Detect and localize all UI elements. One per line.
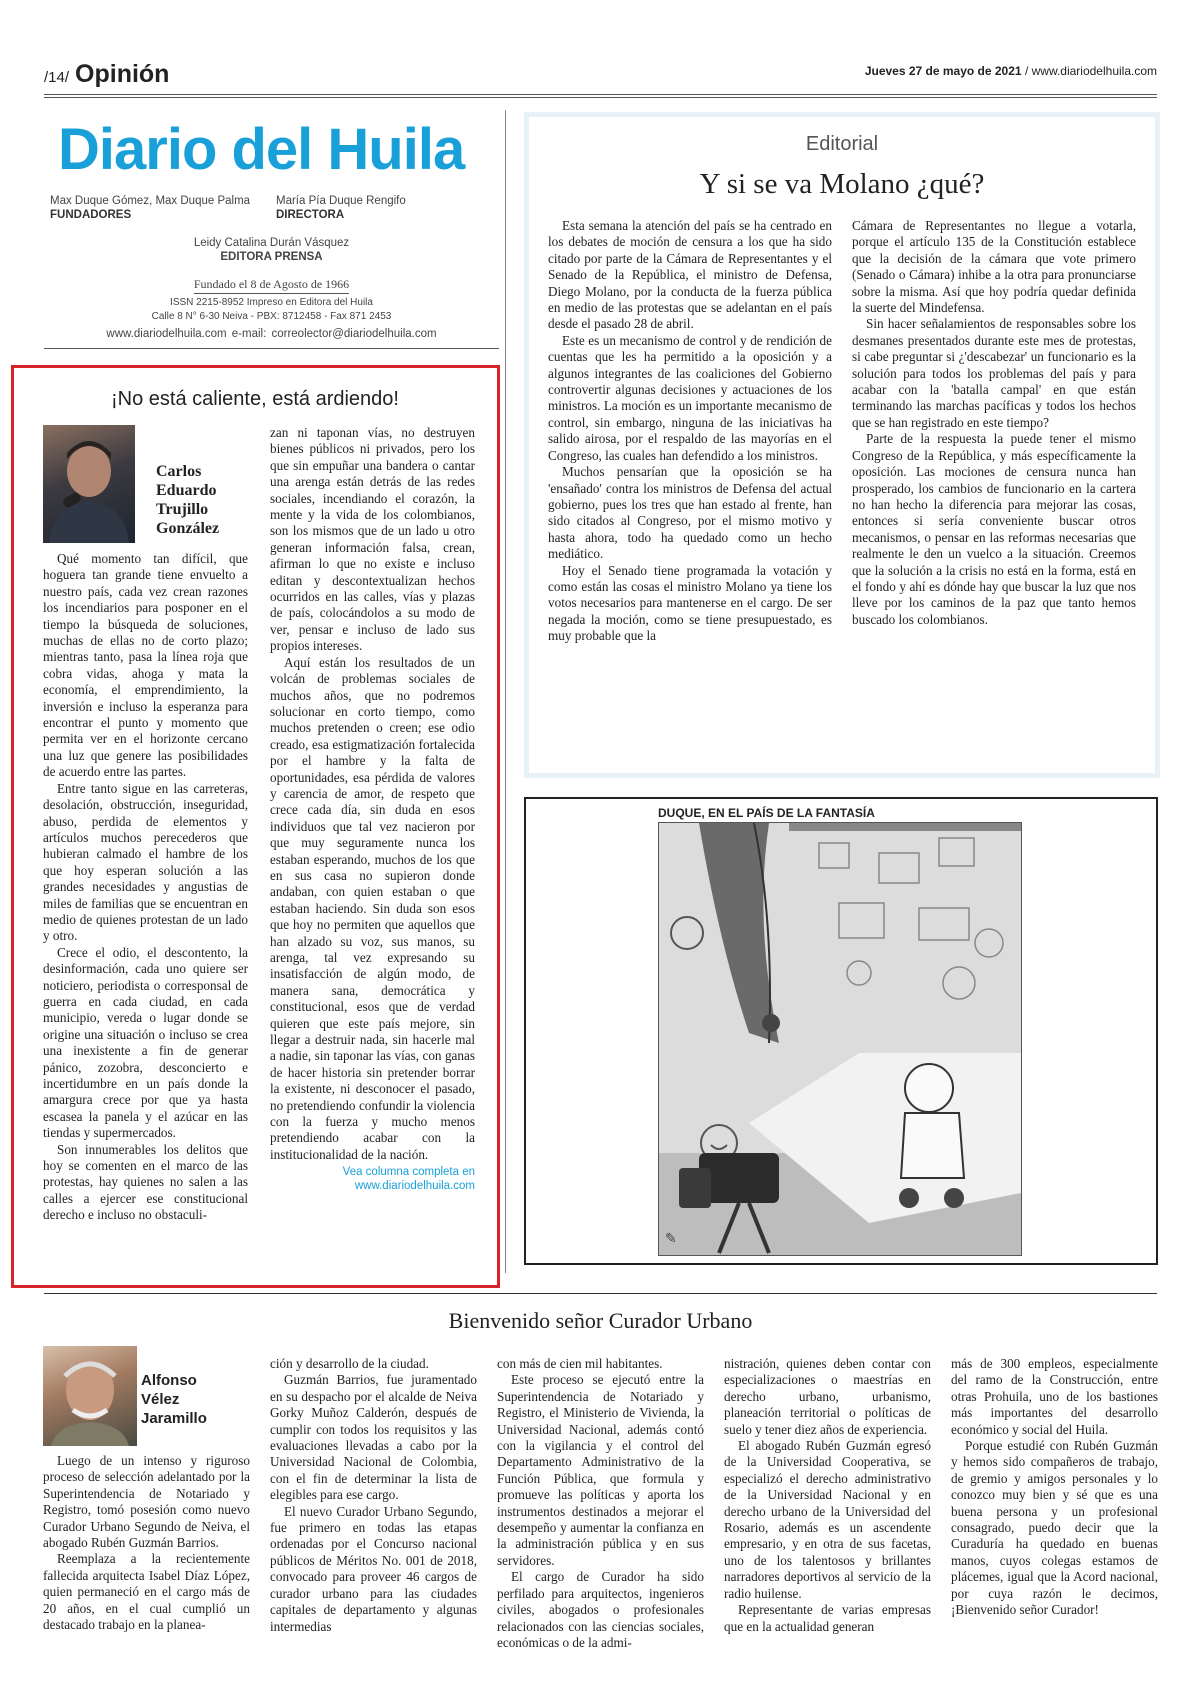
author-name (156, 462, 266, 538)
cartoon-illustration (658, 822, 1022, 1256)
paragraph: nistración, quienes deben contar con especializaciones o maestrías en derecho urbano, urbanismo, planeación territorial o políticas de suelo y tener diez años de experiencia. (724, 1356, 931, 1437)
paragraph: más de 300 empleos, especialmente del ramo de la Construcción, entre otras Prohuila, uno de los bastiones más importantes del desarrollo económico y social del Huila. (951, 1356, 1158, 1437)
paragraph: Muchos pensarían que la oposición se ha 'ensañado' contra los ministros de Defensa del actual gobierno, pues los tres que han estado al frente, han sido citados al Congreso, por el mismo motivo y hasta ahora, todo ha quedado como un hecho mediático. (548, 464, 832, 562)
section-title: Opinión (75, 60, 170, 88)
editorial-text-a (548, 218, 832, 645)
paragraph: zan ni taponan vías, no destruyen bienes públicos ni privados, pero los que sin empuñar una bandera o cantar una arenga están detrás de las redes sociales, incendiando el corazón, la mente y la vida de los colombianos, son los mismos que de un lado u otro generan información falsa, crean, afirman lo que no existe e incluso editan y descontextualizan hechos ocurridos en las calles, vías y plazas de país, colocándolos a su modo de ver, pensar e incluso de lado sus propios intereses. (270, 425, 475, 654)
editorial-text-b (852, 218, 1136, 628)
section-rule (44, 1293, 1157, 1294)
paragraph: Hoy el Senado tiene programada la votación y como están las cosas el ministro Molano ya tiene los votos necesarios para mantenerse en el cargo. De ser negada la moción, como se tiene presupuestado, es muy probable que la (548, 562, 832, 644)
paragraph: Aquí están los resultados de un volcán de problemas sociales de muchos años, que no podremos solucionar en corto tiempo, como muchos pretenden o creen; ese odio creado, esa estigmatización fortalecida por el hambre y la falta de oportunidades, esa pérdida de valores y carencia de amor, de respeto que crece cada día, sin duda en esos individuos que tal vez nacieron por que muy seguramente nunca los estaban esperando, muchos de los que en sus casa no supieron donde andaban, con quien estaban o que estaban haciendo. Sin duda son esos que hoy no permiten que aquellos que han alzado su voz, sus manos, su arenga, tal vez expresando su insatisfacción de algún modo, de manera sana, democrática y constitucional, esos que de verdad quieren que este país mejore, sin llegar a destruir nada, sin hacerle mal a nadie, sin taponar las vías, con ganas de hacer historia sin pretender borrar la existente, ni desconocer el pasado, no pretendiendo confundir la violencia con la fuerza y mucho menos pretendiendo acabar con la institucionalidad de la nación. (270, 654, 475, 1162)
author-name-part: Vélez (141, 1391, 180, 1408)
masthead-rule (44, 348, 499, 349)
paragraph: El cargo de Curador ha sido perfilado para arquitectos, ingenieros civiles, abogados o profesionales relacionados con las ciencias sociales, económicas o de la admi- (497, 1569, 704, 1650)
website-link[interactable]: / www.diariodelhuila.com (1024, 64, 1157, 78)
director-block (276, 195, 496, 221)
full-column-link[interactable] (270, 1165, 475, 1193)
author-name-part: Trujillo (156, 501, 209, 518)
paragraph: Representante de varias empresas que en la actualidad generan (724, 1602, 931, 1634)
column2-text-b (270, 1356, 477, 1635)
author-name-part: Jaramillo (141, 1410, 207, 1427)
staff-row (44, 195, 499, 221)
page-header (44, 60, 169, 89)
founders-role: FUNDADORES (50, 209, 132, 221)
editor-block (44, 237, 499, 340)
paragraph: Luego de un intenso y riguroso proceso de selección adelantado por la Superintendencia de Notariado y Registro, tomó posesión como nuevo Curador Urbano Segundo de Neiva, el abogado Rubén Guzmán Barrios. (43, 1453, 250, 1551)
paragraph: Qué momento tan difícil, que hoguera tan grande tiene envuelto a nuestro país, cada vez crean razones los incendiarios para posponer en el tiempo la búsqueda de soluciones, muchas de ellas no de corto plazo; mientras tanto, pasa la línea roja que cobra vidas, ahoga y mata la economía, el emprendimiento, la inversión e incluso la esperanza para encontrar el punto y momento que permita ver en el horizonte cercano una luz que genere las posibilidades de acuerdo entre las partes. (43, 551, 248, 780)
paragraph: Entre tanto sigue en las carreteras, desolación, obstrucción, inseguridad, abuso, perdida de elementos y artículos muchos perecederos que hubieran calmado el hambre de los que hoy esperan solución a las grandes necesidades y angustias de miles de familias que se encuentran en medio de quienes protestan de un lado y otro. (43, 780, 248, 944)
column2-title: Bienvenido señor Curador Urbano (448, 1308, 753, 1333)
column1-text-a (43, 551, 248, 1224)
paragraph: Guzmán Barrios, fue juramentado en su despacho por el alcalde de Neiva Gorky Muñoz Calderón, después de cumplir con todos los requisitos y las evaluaciones llevadas a cabo por la Universidad Nacional de Colombia, con el fin de determinar la lista de elegibles para ese cargo. (270, 1372, 477, 1503)
issue-date: Jueves 27 de mayo de 2021 (864, 64, 1022, 78)
paragraph: ción y desarrollo de la ciudad. (270, 1356, 429, 1371)
paragraph: Reemplaza a la recientemente fallecida arquitecta Isabel Díaz López, quien permaneció en el cargo más de 20 años, en el cual cumplió un destacado trabajo en la planea- (43, 1551, 250, 1633)
author-name-part: Carlos (156, 463, 202, 480)
address-line: Calle 8 N° 6-30 Neiva - PBX: 8712458 - Fax 871 2453 (151, 311, 392, 322)
contact-line[interactable]: www.diariodelhuila.com e-mail: correolector@diariodelhuila.com (106, 328, 437, 340)
author-name-part: González (156, 520, 220, 537)
founders-block (50, 195, 270, 221)
paragraph: Sin hacer señalamientos de responsables sobre los desmanes presentados durante este mes de protestas, si cabe preguntar si ¿'descabezar' un funcionario es la solución para todos los problemas del país y para acabar con la 'batalla campal' en que están terminando las marchas pacíficas y todos los hechos que se han registrado en este tiempo? (852, 316, 1136, 430)
svg-text:✎: ✎ (665, 1231, 677, 1247)
date-line (865, 64, 1157, 78)
director-role: DIRECTORA (276, 209, 345, 221)
founders-names: Max Duque Gómez, Max Duque Palma (50, 195, 251, 207)
paragraph: Este proceso se ejecutó entre la Superintendencia de Notariado y Registro, el Ministerio de Vivienda, la Universidad Nacional, además contó con la vigilancia y el control del Departamento Administrativo de la Función Pública, que formula y promueve las políticas y aporta los instrumentos destinados a mejorar el desempeño y aumentar la confianza en la administración pública y en sus servidores. (497, 1372, 704, 1568)
author-name-part: Alfonso (141, 1372, 197, 1389)
founded-date: Fundado el 8 de Agosto de 1966 (194, 277, 349, 294)
masthead (44, 110, 499, 349)
paragraph: con más de cien mil habitantes. (497, 1356, 663, 1371)
link-text[interactable]: Vea columna completa en (342, 1166, 475, 1179)
column2-text-a (43, 1453, 250, 1633)
editor-name: Leidy Catalina Durán Vásquez (193, 237, 350, 249)
paragraph: Crece el odio, el descontento, la desinformación, cada uno quiere ser noticiero, periodista o corresponsal de guerra en cada ciudad, en cada municipio, vereda o lugar donde se origine una situación o incluso se crea una inexistente a fin de generar pánico, zozobra, desconcierto e incertidumbre en un país donde la amargura crece por que ya hasta escasea la panela y el azúcar en las tiendas y supermercados. (43, 944, 248, 1141)
author2-photo (43, 1346, 137, 1446)
header-rule (44, 94, 1157, 98)
author-name-part: Eduardo (156, 482, 217, 499)
paragraph: Esta semana la atención del país se ha centrado en los debates de moción de censura a los que ha sido citado por parte de la Cámara de Representantes y el Senado de la República, el ministro de Defensa, Diego Molano, por la conducta de la fuerza pública en medio de las protestas que se adelantan en el país desde el pasado 28 de abril. (548, 218, 832, 332)
paragraph: Son innumerables los delitos que hoy se comenten en el marco de las protestas, hay quienes no salen a las calles a ejercer ese constitucional derecho e incluso no obstaculi- (43, 1141, 248, 1223)
author2-name (141, 1371, 241, 1428)
cartoon-title: DUQUE, EN EL PAÍS DE LA FANTASÍA (658, 806, 875, 820)
paragraph: Parte de la respuesta la puede tener el mismo Congreso de la República, y más específicamente la oposición. Las mociones de censura nunca han prosperado, los cambios de funcionario en la cartera no han hecho la diferencia para mejorar las cosas, entonces si sería conveniente buscar otros mecanismos, o pensar en las reformas necesarias que realmente le den un vuelco a la situación. Creemos que la solución a la crisis no está en la forma, está en el fondo y ahí es dónde hay que buscar la luz que nos lleve por los caminos de la paz que tanto hemos buscado los colombianos. (852, 431, 1136, 627)
column1-text-b (270, 425, 475, 1193)
newspaper-logo: Diario del Huila (58, 117, 465, 182)
paragraph: El nuevo Curador Urbano Segundo, fue primero en todas las etapas ordenadas por el Concurso nacional públicos de Méritos No. 001 de 2018, convocado para proveer 46 cargos de curador urbano para las ciudades capitales de departamento y algunas intermedias (270, 1503, 477, 1634)
paragraph: Este es un mecanismo de control y de rendición de cuentas que les ha permitido a la oposición y a algunos integrantes de las coaliciones del Gobierno controvertir algunas decisiones y actuaciones de los ministros. La moción es un importante mecanismo de control, sin embargo, ninguna de las iniciativas ha salido airosa, por el respaldo de las mayorías en el Congreso, las cuales han defendido a los ministros. (548, 332, 832, 463)
author-photo (43, 425, 135, 543)
column2-text-e (951, 1356, 1158, 1619)
column2-text-c (497, 1356, 704, 1651)
issn-line: ISSN 2215-8952 Impreso en Editora del Huila (170, 297, 373, 308)
paragraph: El abogado Rubén Guzmán egresó de la Universidad Cooperativa, se especializó el derecho administrativo de la Universidad Nacional y en derecho urbano de la Universidad del Rosario, además es un ascendente empresario, y en otra de sus facetas, uno de los talentosos y brillantes narradores deportivos al servicio de la radio huilense. (724, 1438, 931, 1601)
editorial-kicker: Editorial (805, 133, 879, 155)
editor-role: EDITORA PRENSA (220, 251, 323, 263)
paragraph: Cámara de Representantes no llegue a votarla, porque el artículo 135 de la Constitución establece que la decisión de la cámara que vote primero (Senado o Cámara) inhibe a la otra para pronunciarse sobre la misma. Así que hoy podría quedar definida la suerte del Mindefensa. (852, 218, 1136, 316)
column-divider (505, 110, 506, 1273)
link-url[interactable]: www.diariodelhuila.com (354, 1180, 475, 1193)
page-number: /14/ (44, 69, 70, 86)
column-title: ¡No está caliente, está ardiendo! (111, 388, 399, 410)
editorial-title: Y si se va Molano ¿qué? (699, 168, 985, 200)
paragraph: Porque estudié con Rubén Guzmán y hemos sido compañeros de trabajo, de gremio y amigos personales y lo conozco muy bien y sé que es una buena persona y un profesional consagrado, puedo decir que la Curaduría ha quedado en buenas manos, cuyos colegas estamos de plácemes, igual que la Acord nacional, por cuya razón le decimos, ¡Bienvenido señor Curador! (951, 1438, 1158, 1618)
column2-text-d (724, 1356, 931, 1635)
director-name: María Pía Duque Rengifo (276, 195, 406, 207)
